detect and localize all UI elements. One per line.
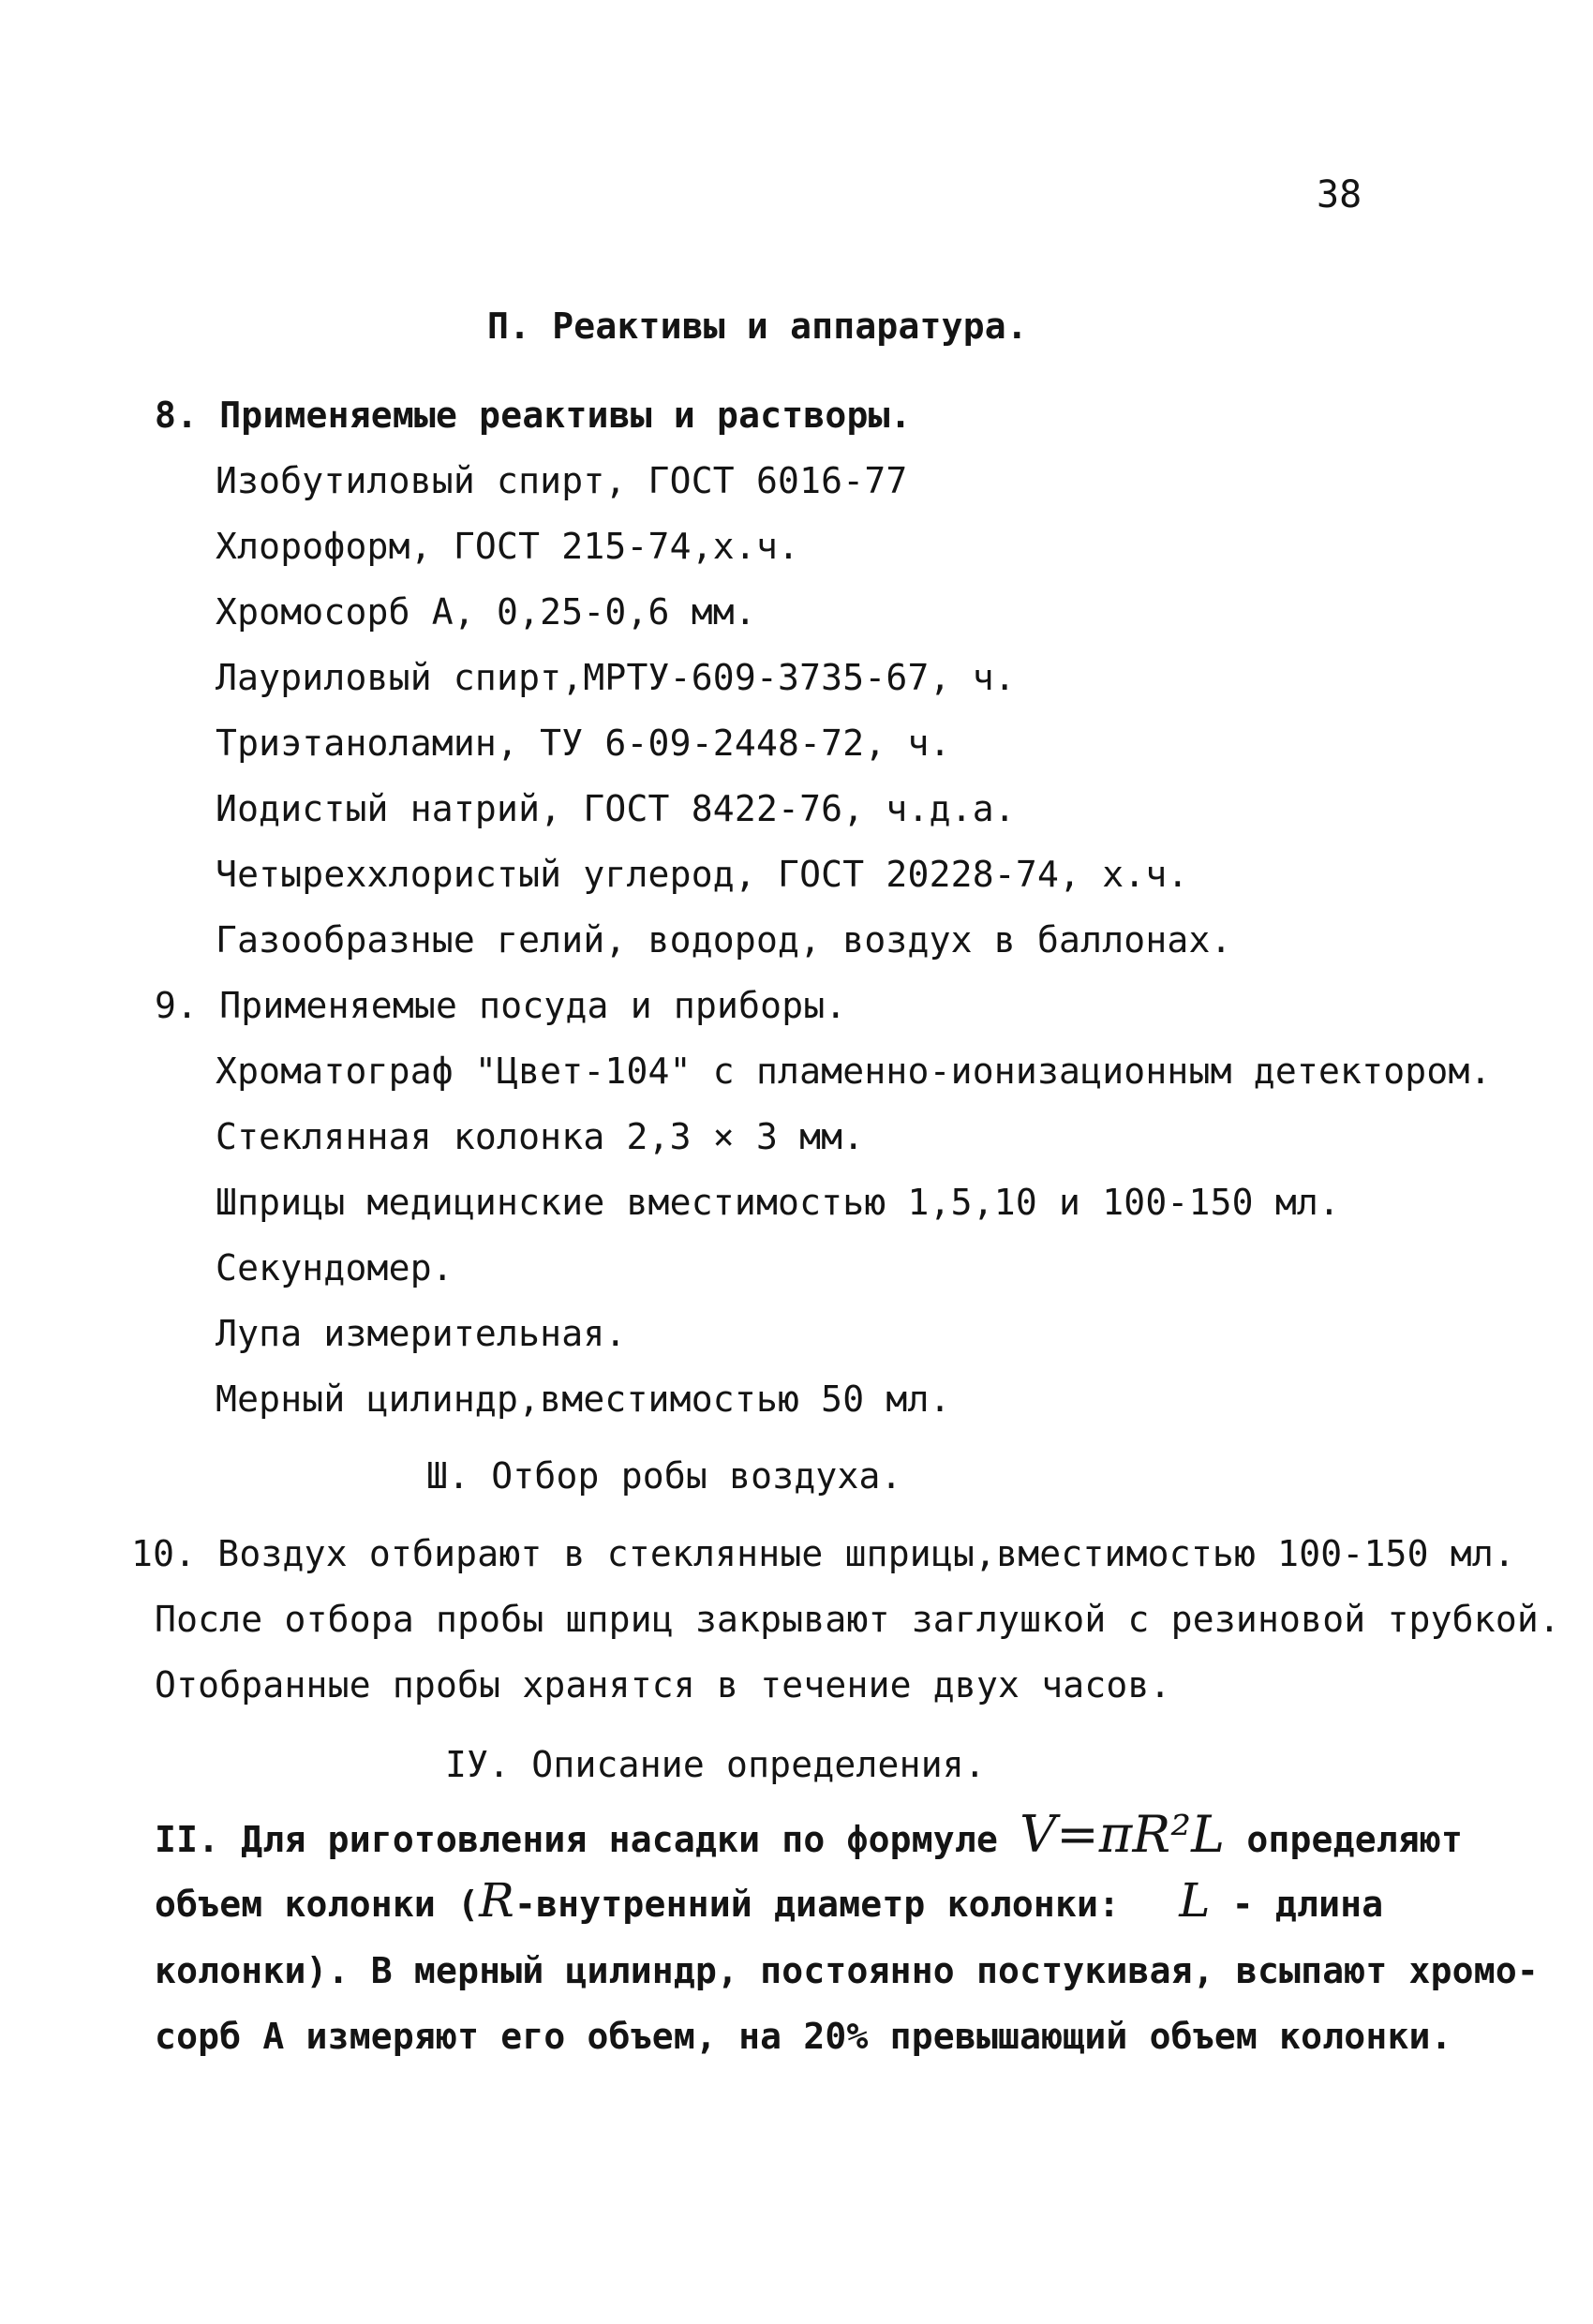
item-10-line: 10. Воздух отбирают в стеклянные шприцы,вместимостью 100-150 мл. [131,1533,1515,1574]
equipment-line: Хроматограф "Цвет-104" с пламенно-ионизационным детектором. [216,1050,1492,1092]
item-11-line-4: сорб А измеряют его объем, на 20% превышающий объем колонки. [155,2016,1452,2057]
reagent-line: Изобутиловый спирт, ГОСТ 6016-77 [216,460,908,501]
item-10-line: Отобранные пробы хранятся в течение двух часов. [155,1664,1171,1706]
equipment-line: Мерный цилиндр,вместимостью 50 мл. [216,1378,951,1420]
item-11-text: -внутренний диаметр колонки: [514,1884,1121,1925]
item-9-title: 9. Применяемые посуда и приборы. [155,985,847,1026]
radius-symbol: R [479,1873,515,1928]
reagent-line: Газообразные гелий, водород, воздух в баллонах. [216,919,1232,961]
page-number: 38 [1317,173,1362,216]
item-8-title: 8. Применяемые реактивы и растворы. [155,395,912,436]
reagent-line: Лауриловый спирт,МРТУ-609-3735-67, ч. [216,657,1016,698]
equipment-line: Шприцы медицинские вместимостью 1,5,10 и 100-150 мл. [216,1182,1341,1223]
equipment-line: Стеклянная колонка 2,3 × 3 мм. [216,1116,865,1157]
equipment-line: Лупа измерительная. [216,1313,627,1354]
reagent-line: Иодистый натрий, ГОСТ 8422-76, ч.д.а. [216,788,1016,829]
reagent-line: Хромосорб А, 0,25-0,6 мм. [216,591,756,633]
section-4-heading: IУ. Описание определения. [445,1744,986,1785]
reagent-line: Триэтаноламин, ТУ 6-09-2448-72, ч. [216,723,951,764]
equipment-line: Секундомер. [216,1247,454,1289]
item-11-line-3: колонки). В мерный цилиндр, постоянно постукивая, всыпают хромо- [155,1950,1539,1991]
item-11-text: II. Для риготовления насадки по формуле [155,1819,999,1860]
section-3-heading: Ш. Отбор робы воздуха. [426,1455,902,1497]
item-11-text: объем колонки ( [155,1884,480,1925]
item-10-line: После отбора пробы шприц закрывают заглушкой с резиновой трубкой. [155,1599,1561,1640]
volume-formula: V=πR²L [1020,1805,1226,1864]
reagent-line: Хлороформ, ГОСТ 215-74,х.ч. [216,526,800,567]
item-11-text: - длина [1231,1884,1384,1925]
item-11-line-1 [155,1805,1464,1864]
section-2-heading: П. Реактивы и аппаратура. [487,305,1028,347]
reagent-line: Четыреххлористый углерод, ГОСТ 20228-74, х.ч. [216,854,1189,895]
length-symbol: L [1179,1873,1211,1928]
item-11-text: определяют [1246,1819,1464,1860]
item-11-line-2 [155,1873,1384,1928]
